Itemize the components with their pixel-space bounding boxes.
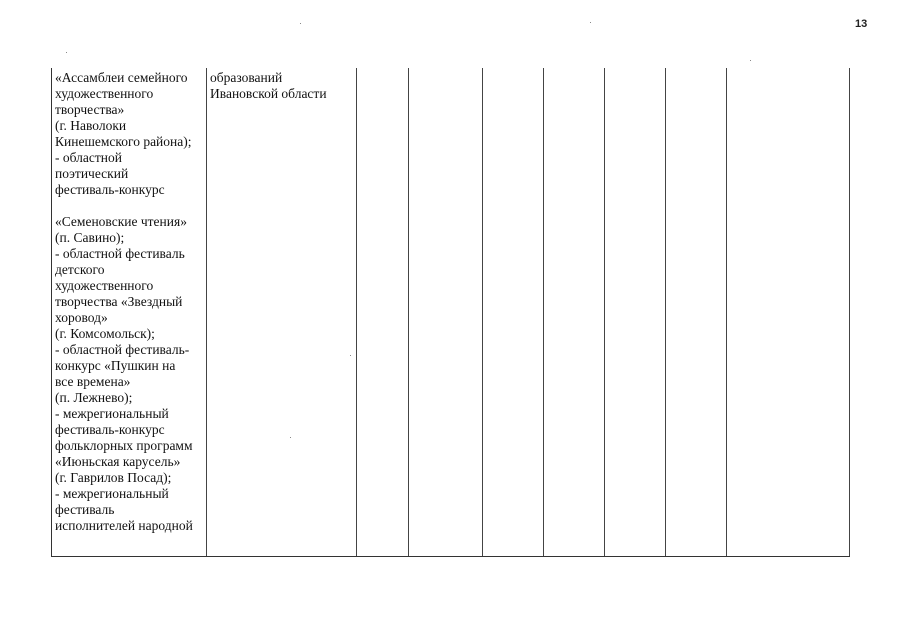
- empty-cell: [605, 68, 666, 557]
- text-line: фестиваль-конкурс: [55, 182, 165, 197]
- empty-cell: [727, 68, 850, 557]
- scan-speck: [750, 60, 751, 61]
- text-line: художественного: [55, 86, 154, 101]
- cell-events: [52, 68, 207, 557]
- text-line: (г. Наволоки: [55, 118, 127, 133]
- text-line: художественного: [55, 278, 154, 293]
- text-line: Ивановской области: [210, 86, 327, 101]
- text-line: детского: [55, 262, 105, 277]
- text-line: «Июньская карусель»: [55, 454, 181, 469]
- scan-speck: [66, 52, 67, 53]
- blank-line: [55, 198, 203, 214]
- text-line: «Ассамблеи семейного: [55, 70, 188, 85]
- scan-speck: [350, 355, 351, 356]
- empty-cell: [483, 68, 544, 557]
- text-line: образований: [210, 70, 283, 85]
- text-line: - межрегиональный: [55, 486, 169, 501]
- text-line: исполнителей народной: [55, 518, 193, 533]
- text-line: поэтический: [55, 166, 129, 181]
- text-line: (г. Комсомольск);: [55, 326, 155, 341]
- text-line: творчества»: [55, 102, 125, 117]
- text-line: «Семеновские чтения»: [55, 214, 187, 229]
- scan-speck: [590, 22, 591, 23]
- cell-participants: [207, 68, 357, 557]
- text-line: - областной: [55, 150, 122, 165]
- table-row: [52, 68, 850, 557]
- empty-cell: [409, 68, 483, 557]
- empty-cell: [357, 68, 409, 557]
- text-line: (п. Савино);: [55, 230, 125, 245]
- text-line: (г. Гаврилов Посад);: [55, 470, 172, 485]
- text-line: фольклорных программ: [55, 438, 193, 453]
- text-line: хоровод»: [55, 310, 108, 325]
- text-line: все времена»: [55, 374, 131, 389]
- scan-speck: [290, 437, 291, 438]
- empty-cell: [666, 68, 727, 557]
- text-line: - областной фестиваль: [55, 246, 185, 261]
- text-line: - межрегиональный: [55, 406, 169, 421]
- text-line: (п. Лежнево);: [55, 390, 133, 405]
- text-line: фестиваль-конкурс: [55, 422, 165, 437]
- document-table: [51, 68, 850, 557]
- text-line: Кинешемского района);: [55, 134, 192, 149]
- empty-cell: [544, 68, 605, 557]
- text-line: - областной фестиваль-: [55, 342, 190, 357]
- scan-speck: [300, 23, 301, 24]
- text-line: конкурс «Пушкин на: [55, 358, 176, 373]
- text-line: творчества «Звездный: [55, 294, 183, 309]
- page-number: 13: [855, 18, 868, 30]
- text-line: фестиваль: [55, 502, 115, 517]
